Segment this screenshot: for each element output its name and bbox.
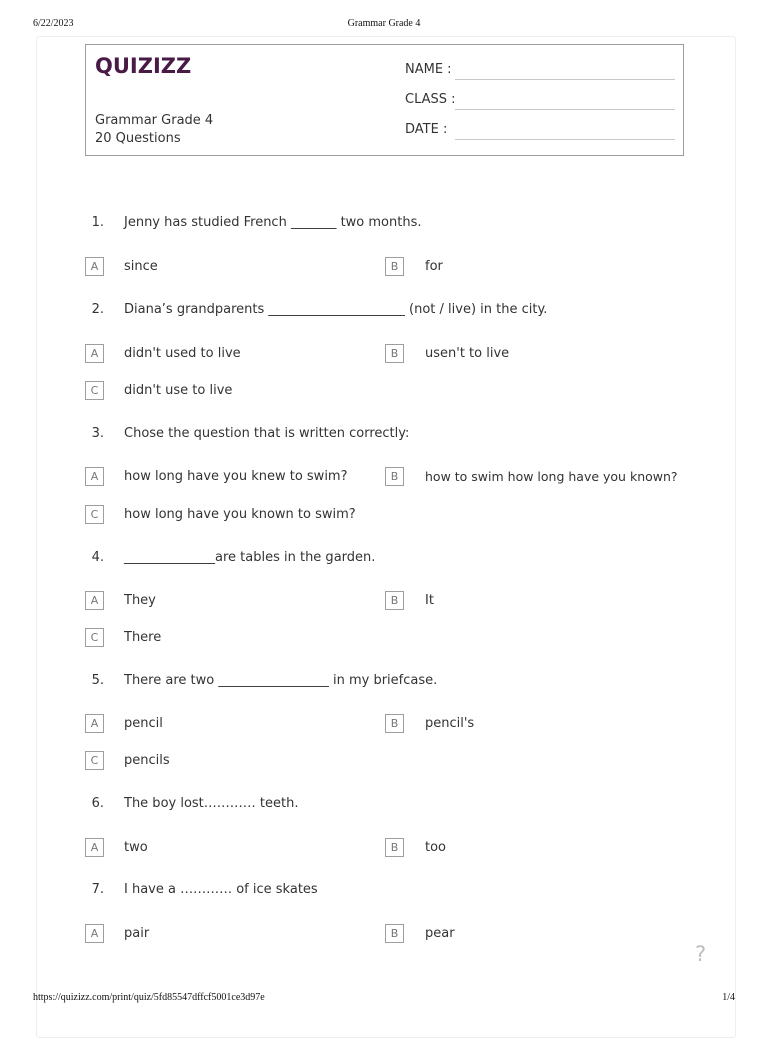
option-letter-box: B xyxy=(385,467,404,486)
question-text: Diana’s grandparents _____________________ (not / live) in the city. xyxy=(124,302,548,317)
option-letter-box: B xyxy=(385,591,404,610)
question-number: 7. xyxy=(91,882,104,897)
question-text: ______________are tables in the garden. xyxy=(124,550,376,565)
question-number: 5. xyxy=(91,673,104,688)
option-text: It xyxy=(425,593,434,608)
question-text: Chose the question that is written correctly: xyxy=(124,426,410,441)
option-text: since xyxy=(124,259,158,274)
option-text: too xyxy=(425,840,447,855)
help-icon[interactable]: ? xyxy=(695,942,707,966)
option-letter-box: C xyxy=(85,628,104,647)
option-letter-box: B xyxy=(385,838,404,857)
option-text: pencil xyxy=(124,716,163,731)
option-text: They xyxy=(124,593,156,608)
option-letter-box: B xyxy=(385,714,404,733)
question-number: 6. xyxy=(91,796,104,811)
class-line xyxy=(455,109,675,110)
option-letter-box: A xyxy=(85,344,104,363)
question-text: Jenny has studied French _______ two months. xyxy=(124,215,422,230)
option-letter-box: A xyxy=(85,838,104,857)
quizizz-logo: QUIZIZZ xyxy=(95,54,192,78)
question-text: I have a ………… of ice skates xyxy=(124,882,318,897)
question-count: 20 Questions xyxy=(95,131,181,146)
worksheet-header xyxy=(85,44,684,156)
name-field xyxy=(405,62,675,80)
option-text: pear xyxy=(425,926,455,941)
option-text: usen't to live xyxy=(425,346,510,361)
class-label: CLASS : xyxy=(405,92,456,107)
print-date: 6/22/2023 xyxy=(33,18,74,29)
name-line xyxy=(455,79,675,80)
page-number: 1/4 xyxy=(722,992,735,1003)
option-letter-box: B xyxy=(385,257,404,276)
option-text: for xyxy=(425,259,443,274)
question-text: The boy lost………… teeth. xyxy=(124,796,299,811)
option-text: how long have you knew to swim? xyxy=(124,469,348,484)
class-field xyxy=(405,92,675,110)
option-text: two xyxy=(124,840,148,855)
option-letter-box: C xyxy=(85,505,104,524)
option-letter-box: C xyxy=(85,381,104,400)
name-label: NAME : xyxy=(405,62,452,77)
print-footer xyxy=(0,992,768,1006)
option-letter-box: A xyxy=(85,924,104,943)
option-text: There xyxy=(124,630,162,645)
date-label: DATE : xyxy=(405,122,448,137)
option-letter-box: C xyxy=(85,751,104,770)
print-header xyxy=(0,18,768,32)
option-letter-box: B xyxy=(385,924,404,943)
option-text: how to swim how long have you known? xyxy=(425,469,678,484)
option-text: didn't used to live xyxy=(124,346,241,361)
date-line xyxy=(455,139,675,140)
print-url: https://quizizz.com/print/quiz/5fd85547dffcf5001ce3d97e xyxy=(33,992,265,1003)
option-text: pencils xyxy=(124,753,170,768)
option-text: pencil's xyxy=(425,716,475,731)
option-letter-box: A xyxy=(85,591,104,610)
option-letter-box: A xyxy=(85,714,104,733)
question-number: 1. xyxy=(91,215,104,230)
question-text: There are two _________________ in my briefcase. xyxy=(124,673,438,688)
option-letter-box: B xyxy=(385,344,404,363)
quiz-title: Grammar Grade 4 xyxy=(95,113,214,128)
print-title: Grammar Grade 4 xyxy=(347,18,421,29)
option-letter-box: A xyxy=(85,257,104,276)
question-number: 3. xyxy=(91,426,104,441)
question-number: 4. xyxy=(91,550,104,565)
option-text: pair xyxy=(124,926,150,941)
date-field xyxy=(405,122,675,140)
question-number: 2. xyxy=(91,302,104,317)
option-text: didn't use to live xyxy=(124,383,233,398)
option-letter-box: A xyxy=(85,467,104,486)
option-text: how long have you known to swim? xyxy=(124,507,356,522)
